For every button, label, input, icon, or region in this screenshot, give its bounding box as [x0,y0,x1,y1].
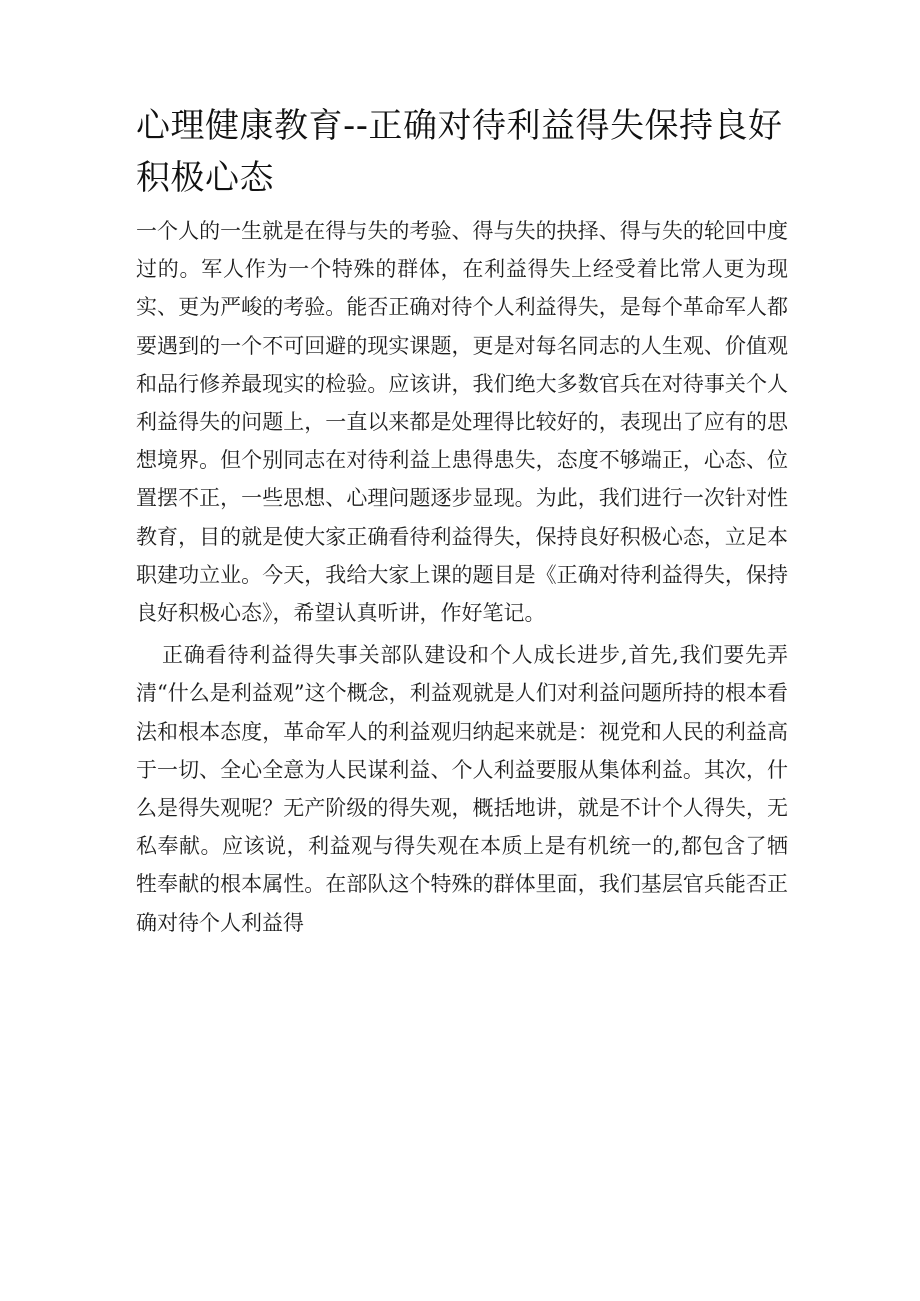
paragraph-1: 一个人的一生就是在得与失的考验、得与失的抉择、得与失的轮回中度过的。军人作为一个特殊的群体，在利益得失上经受着比常人更为现实、更为严峻的考验。能否正确对待个人利益得失，是每个革命军人都要遇到的一个不可回避的现实课题，更是对每名同志的人生观、价值观和品行修养最现实的检验。应该讲，我们绝大多数官兵在对待事关个人利益得失的问题上，一直以来都是处理得比较好的，表现出了应有的思想境界。但个别同志在对待利益上患得患失，态度不够端正，心态、位置摆不正，一些思想、心理问题逐步显现。为此，我们进行一次针对性教育，目的就是使大家正确看待利益得失，保持良好积极心态，立足本职建功立业。今天，我给大家上课的题目是《正确对待利益得失，保持良好积极心态》，希望认真听讲，作好笔记。 [136,219,788,626]
document-title: 心理健康教育--正确对待利益得失保持良好积极心态 [136,106,783,198]
paragraph-2: 正确看待利益得失事关部队建设和个人成长进步,首先,我们要先弄清“什么是利益观”这个概念，利益观就是人们对利益问题所持的根本看法和根本态度，革命军人的利益观归纳起来就是：视党和人民的利益高于一切、全心全意为人民谋利益、个人利益要服从集体利益。其次，什么是得失观呢？无产阶级的得失观，概括地讲，就是不计个人得失，无私奉献。应该说，利益观与得失观在本质上是有机统一的,都包含了牺牲奉献的根本属性。在部队这个特殊的群体里面，我们基层官兵能否正确对待个人利益得 [136,643,788,935]
document-body [136,100,788,942]
